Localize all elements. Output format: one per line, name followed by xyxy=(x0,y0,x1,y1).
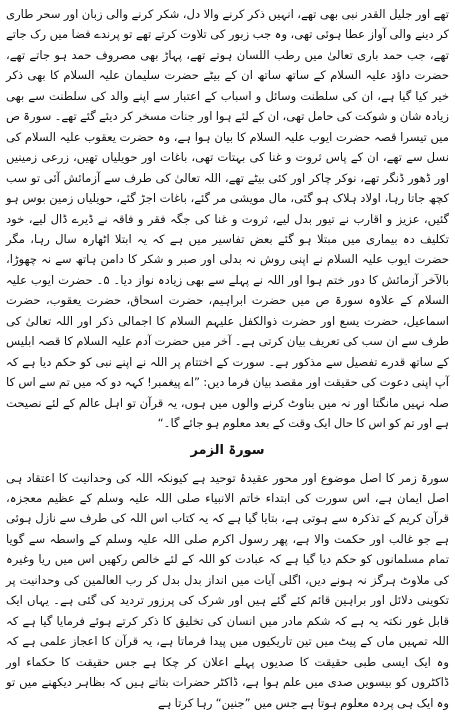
section-heading-sura-az-zumar: سورۃ الزمر xyxy=(190,442,265,458)
body-paragraph-sura-sad: تھے اور جلیل القدر نبی بھی تھے، انہیں ذکر کرنے والا دل، شکر کرنے والی زبان اور سحر طاری کر دینے والی آواز عطا ہوئی تھی، وہ جب زبور کی تلاوت کرتے تھے تو پرندے فضا میں رک جاتے تھے، جب حمد باری تعالیٰ میں رطب اللسان ہوتے تھے، پہاڑ بھی مصروف حمد ہو جاتے تھے، حضرت داؤد علیہ السلام کے ساتھ ساتھ ان کے بیٹے حضرت سلیمان علیہ السلام کا بھی ذکر خیر کیا گیا ہے، ان کی سلطنت وسائل و اسباب کے اعتبار سے اپنے والد کی سلطنت سے بھی زیادہ شان و شوکت کی حامل تھی، ان کے لئے ہوا اور جنات مسخر کر دیئے گئے تھے۔ سورۃ ص میں تیسرا قصہ حضرت ایوب علیہ السلام کا بیان ہوا ہے، وہ حضرت یعقوب علیہ السلام کی نسل سے تھے، ان کے پاس ثروت و غنا کی بہتات تھی، باغات اور حویلیاں تھیں، زرعی زمینیں اور ڈھور ڈنگر تھے، نوکر چاکر اور کئی بیٹے تھے، اللہ تعالیٰ کی طرف سے آزمائش آئی تو سب کچھ جاتا رہا، اولاد ہلاک ہو گئی، مال مویشی مر گئے، باغات اجڑ گئے، حویلیاں زمین بوس ہو گئیں، عزیز و اقارب نے تیور بدل لیے، ثروت و غنا کی جگہ فقر و فاقہ نے ڈیرے ڈال لیے، خود تکلیف دہ بیماری میں مبتلا ہو گئے بعض تفاسیر میں ہے کہ یہ ابتلا اٹھارہ سال رہا، مگر حضرت ایوب علیہ السلام نے اپنی روش نہ بدلی اور صبر و شکر کا دامن ہاتھ سے نہ چھوڑا، بالآخر آزمائش کا دور ختم ہوا اور اللہ نے پہلے سے بھی زیادہ نواز دیا۔ ۵۔ حضرت ایوب علیہ السلام کے علاوہ سورۃ ص میں حضرت ابراہیم، حضرت اسحاق، حضرت یعقوب، حضرت اسماعیل، حضرت یسع اور حضرت ذوالکفل علیہم السلام کا اجمالی ذکر اور اللہ تعالیٰ کی طرف سے ان سب کی تعریف بیان کرتی ہے۔ آخر میں حضرت آدم علیہ السلام کا قصہ ابلیس کے ساتھ قدرے تفصیل سے مذکور ہے۔ سورت کے اختتام پر اللہ نے اپنے نبی کو حکم دیا ہے کہ آپ اپنی دعوت کی حقیقت اور مقصد بیان فرما دیں: ”اے پیغمبر! کہہ دو کہ میں تم سے اس کا صلہ نہیں مانگتا اور نہ میں بناوٹ کرنے والوں میں ہوں، یہ قرآن تو اہل عالم کے لئے نصیحت ہے اور تم کو اس کا حال ایک وقت کے بعد معلوم ہو جائے گا۔“ xyxy=(6,7,450,431)
body-paragraph-sura-az-zumar: سورۃ زمر کا اصل موضوع اور محور عقیدۂ توحید ہے کیونکہ اللہ کی وحدانیت کا اعتقاد ہی اصل ایمان ہے، اس سورت کی ابتداء خاتم الانبیاء صلی اللہ علیہ وسلم کے عظیم معجزہ، قرآن کریم کے تذکرہ سے ہوتی ہے، بتایا گیا ہے کہ یہ کتاب اس اللہ کی طرف سے نازل ہوئی ہے جو غالب اور حکمت والا ہے، پھر رسول اکرم صلی اللہ علیہ وسلم کے واسطہ سے گویا تمام مسلمانوں کو حکم دیا گیا ہے کہ عبادت کو اللہ کے لئے خالص رکھیں اس میں ریا وغیرہ کی ملاوٹ ہرگز نہ ہونے دیں، اگلی آیات میں انداز بدل بدل کر رب العالمین کی وحدانیت پر تکوینی دلائل اور براہین قائم کئے گئے ہیں اور شرک کی پرزور تردید کی گئی ہے۔ یہاں ایک قابل غور نکتہ یہ ہے کہ شکم مادر میں انسان کی تخلیق کا ذکر کرتے ہوئے فرمایا گیا ہے کہ اللہ تمہیں ماں کے پیٹ میں تین تاریکیوں میں پیدا فرماتا ہے، یہ قرآن کا اعجاز علمی ہے کہ وہ ایک ایسی طبی حقیقت کا صدیوں پہلے اعلان کر چکا ہے جس حقیقت کا حکماء اور ڈاکٹروں کو بیسویں صدی میں علم ہوا ہے، ڈاکٹر حضرات بتاتے ہیں کہ بظاہر دیکھنے میں تو وہ ایک ہی پردہ معلوم ہوتا ہے جس میں ”جنین“ رہا کرتا ہے xyxy=(6,470,449,710)
